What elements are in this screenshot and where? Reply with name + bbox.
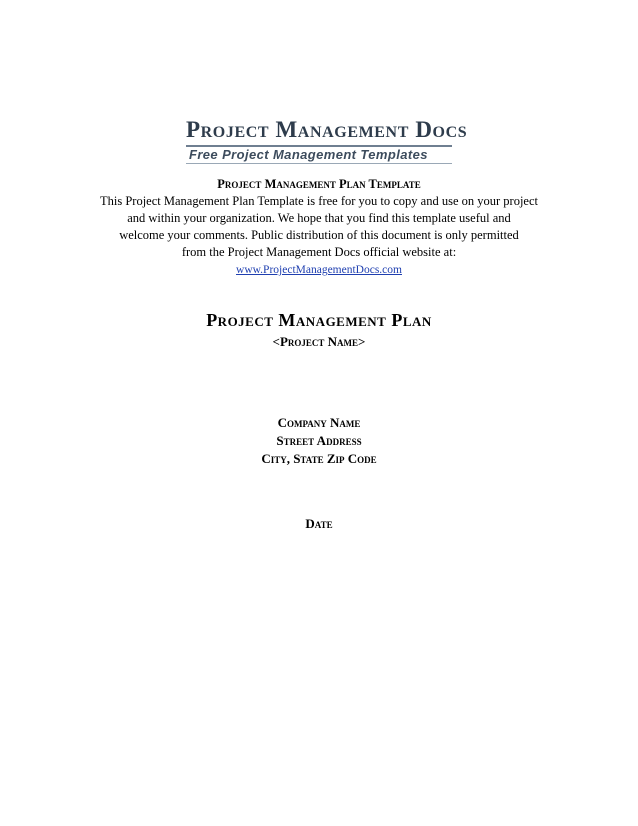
city-state-zip: City, State Zip Code: [261, 451, 377, 466]
intro-line-1: This Project Management Plan Template is free for you to copy and use on your project: [99, 194, 538, 208]
intro-line-2: and within your organization. We hope that you find this template useful and: [127, 211, 511, 225]
project-management-docs-logo: [186, 117, 468, 165]
template-intro: [60, 176, 578, 279]
company-address-block: [0, 414, 638, 468]
intro-heading: Project Management Plan Template: [217, 177, 421, 191]
document-title: Project Management Plan: [206, 310, 432, 330]
logo-title: Project Management Docs: [186, 117, 468, 142]
logo-subtitle: Free Project Management Templates: [189, 147, 428, 162]
company-name: Company Name: [277, 415, 361, 430]
intro-line-3: welcome your comments. Public distribution of this document is only permitted: [119, 228, 519, 242]
date-placeholder: Date: [305, 516, 333, 531]
project-name-placeholder: <Project Name>: [272, 334, 366, 349]
street-address: Street Address: [276, 433, 362, 448]
logo-underline: [186, 163, 452, 164]
website-link[interactable]: www.ProjectManagementDocs.com: [236, 264, 402, 276]
intro-line-4: from the Project Management Docs official website at:: [181, 245, 457, 259]
